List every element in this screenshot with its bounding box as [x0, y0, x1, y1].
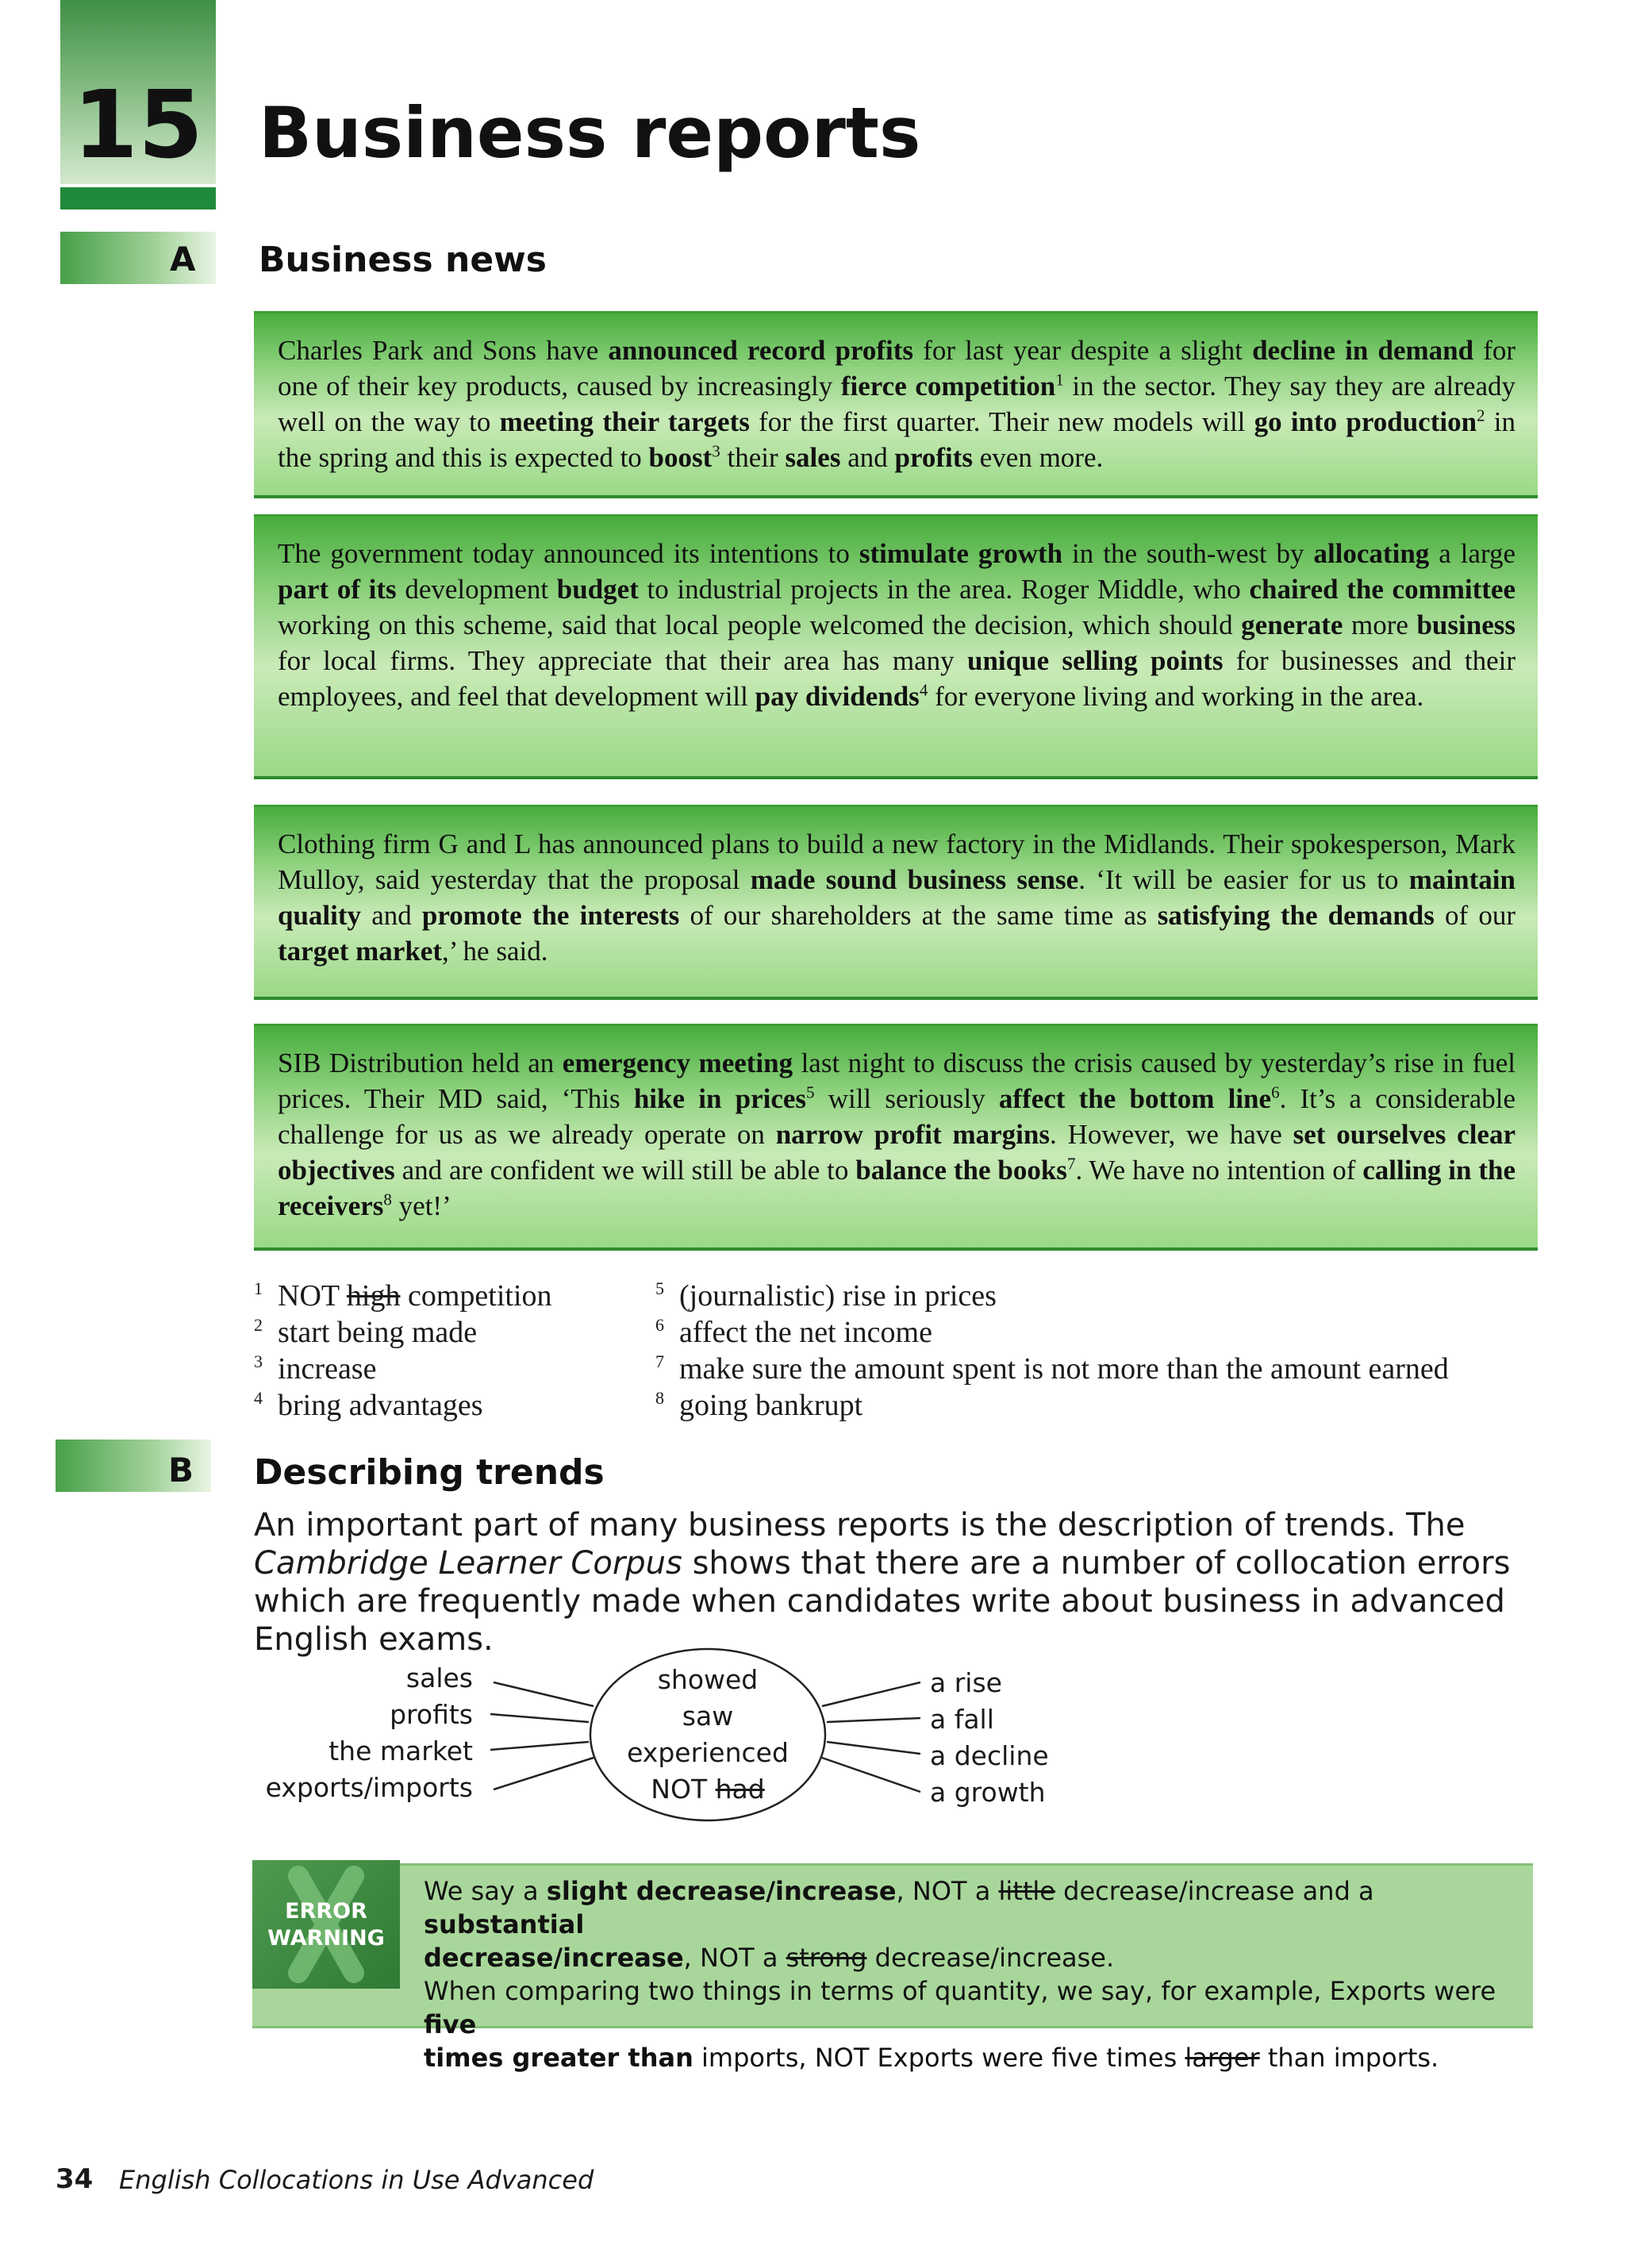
text-run: in the sector. They say they are already well on the way to [278, 371, 1516, 437]
error-label: ERROR [285, 1899, 367, 1924]
key-collocation: promote the interests [421, 900, 680, 931]
key-collocation: part of its [278, 574, 397, 605]
text-run: affect the net income [679, 1316, 932, 1349]
verb-struck: had [715, 1774, 765, 1805]
subject-profits: profits [390, 1699, 473, 1730]
text-run: in the spring and this is expected to [278, 406, 1516, 473]
footnote-marker: 8 [383, 1190, 392, 1209]
text-run: An important part of many business reports is the description of trends. The [254, 1507, 1466, 1543]
text-run: of our [1434, 900, 1516, 931]
error-warning-icon [252, 1860, 400, 1989]
text-run: Clothing firm G and L has announced plans to build a new factory in the Midlands. Their spokesperson, Mark Mulloy, said yesterday that the proposal [278, 828, 1516, 895]
key-collocation: made sound business sense [750, 864, 1079, 895]
key-collocation: go into production [1254, 406, 1477, 437]
object-fall: a fall [930, 1704, 994, 1735]
key-collocation: balance the books [855, 1155, 1067, 1186]
page-title: Business reports [259, 92, 921, 174]
text-run: of our shareholders at the same time as [679, 900, 1158, 931]
object-decline: a decline [930, 1740, 1049, 1771]
text-run: to industrial projects in the area. Roger Middle, who [638, 574, 1250, 605]
text-run: strong [786, 1943, 867, 1973]
text-run: SIB Distribution held an [278, 1048, 563, 1078]
text-run: for local firms. They appreciate that their area has many [278, 645, 967, 676]
key-collocation: decrease/increase [424, 1943, 684, 1973]
footnote: 2 start being made [254, 1315, 478, 1349]
key-collocation: stimulate growth [859, 538, 1063, 569]
text-run: than imports. [1259, 2043, 1439, 2073]
key-collocation: generate [1241, 609, 1343, 640]
text-run: The government today announced its intentions to [278, 538, 859, 569]
text-run: in the south-west by [1062, 538, 1314, 569]
text-run: decrease/increase and a [1055, 1876, 1374, 1906]
section-a-letter: A [170, 240, 196, 279]
book-title: English Collocations in Use Advanced [119, 2165, 594, 2195]
text-run: for the first quarter. Their new models will [749, 406, 1254, 437]
key-collocation: meeting their targets [499, 406, 750, 437]
verb-saw: saw [682, 1701, 734, 1732]
text-run: ,’ he said. [441, 936, 548, 967]
text-run: for businesses and their employees, and feel that development will [278, 645, 1516, 712]
footnote-marker: 7 [1066, 1154, 1076, 1174]
key-collocation: sales [785, 442, 841, 473]
subject-sales: sales [405, 1663, 473, 1693]
key-collocation: five [424, 2009, 477, 2039]
page-number: 34 [56, 2163, 94, 2195]
text-run: will seriously [814, 1083, 999, 1114]
text-run: for everyone living and working in the area. [928, 681, 1424, 712]
text-run: and [840, 442, 895, 473]
key-collocation: satisfying the demands [1157, 900, 1435, 931]
key-collocation: calling in the receivers [278, 1155, 1516, 1221]
text-run: , NOT a [896, 1876, 999, 1906]
key-collocation: allocating [1313, 538, 1430, 569]
object-growth: a growth [930, 1777, 1046, 1808]
text-run: shows that there are a number of collocation errors which are frequently made when candidates write about business in advanced English exams. [254, 1545, 1511, 1658]
key-collocation: fierce competition [840, 371, 1056, 402]
footnote: 6 affect the net income [655, 1315, 932, 1349]
footnote-marker: 3 [712, 441, 720, 461]
text-run: larger [1185, 2043, 1260, 2073]
key-collocation: maintain quality [278, 864, 1516, 931]
text-run: . It’s a considerable challenge for us as we already operate on [278, 1083, 1516, 1150]
text-run: When comparing two things in terms of quantity, we say, for example, Exports were [424, 1976, 1496, 2006]
text-run: for last year despite a slight [913, 335, 1253, 366]
text-run: little [998, 1876, 1055, 1906]
text-run: their [720, 442, 786, 473]
footnote: 4 bring advantages [254, 1388, 483, 1422]
key-collocation: boost [648, 442, 713, 473]
text-run: a large [1429, 538, 1516, 569]
key-collocation: emergency meeting [562, 1048, 793, 1078]
section-a-heading: Business news [259, 240, 547, 280]
section-b-heading: Describing trends [254, 1452, 605, 1493]
subject-exports-imports: exports/imports [265, 1772, 473, 1803]
footnote: 7 make sure the amount spent is not more than the amount earned [655, 1351, 1449, 1386]
footnote: 3 increase [254, 1351, 377, 1386]
text-run: even more. [973, 442, 1104, 473]
object-rise: a rise [930, 1667, 1002, 1698]
verb-not-had [620, 1774, 795, 1805]
section-b-letter: B [168, 1451, 194, 1490]
footnote-marker: 2 [1477, 406, 1485, 425]
footnote-marker: 4 [919, 680, 928, 700]
footnote-marker: 1 [1055, 370, 1064, 390]
text-run: last night to discuss the crisis caused by yesterday’s rise in fuel prices. Their MD said, ‘This [278, 1048, 1516, 1114]
text-run: working on this scheme, said that local people welcomed the decision, which should [278, 609, 1242, 640]
verb-not-prefix: NOT [651, 1774, 708, 1805]
key-collocation: announced record profits [608, 335, 914, 366]
text-run: competition [400, 1279, 552, 1313]
text-run: bring advantages [278, 1389, 483, 1422]
unit-number: 15 [72, 70, 204, 179]
key-collocation: budget [556, 574, 639, 605]
text-run: increase [278, 1352, 377, 1386]
footnote: 8 going bankrupt [655, 1388, 863, 1422]
text-run: development [396, 574, 557, 605]
text-run: , NOT a [683, 1943, 786, 1973]
key-collocation: narrow profit margins [775, 1119, 1050, 1150]
text-run: high [346, 1279, 401, 1313]
warning-label: WARNING [267, 1926, 385, 1951]
text-run: Cambridge Learner Corpus [254, 1545, 682, 1582]
warning-line [424, 2041, 1519, 2074]
text-run: decrease/increase. [866, 1943, 1115, 1973]
text-run: make sure the amount spent is not more than the amount earned [679, 1352, 1449, 1386]
key-collocation: set ourselves clear objectives [278, 1119, 1516, 1186]
text-run: Charles Park and Sons have [278, 335, 609, 366]
text-run: and [361, 900, 422, 931]
text-run: yet!’ [391, 1190, 451, 1221]
warning-line [424, 1974, 1519, 2041]
footnote: 1 NOT high competition [254, 1278, 552, 1313]
key-collocation: hike in prices [633, 1083, 807, 1114]
footnote: 5 (journalistic) rise in prices [655, 1278, 997, 1313]
text-run: for one of their key products, caused by increasingly [278, 335, 1516, 402]
text-run: start being made [278, 1316, 478, 1349]
subject-market: the market [328, 1736, 473, 1766]
key-collocation: decline in demand [1252, 335, 1474, 366]
footnote-marker: 5 [806, 1082, 815, 1102]
verb-experienced: experienced [627, 1737, 789, 1768]
text-run: . However, we have [1049, 1119, 1293, 1150]
text-run: NOT [278, 1279, 347, 1313]
text-run: and are confident we will still be able to [394, 1155, 856, 1186]
text-run: imports, NOT Exports were five times [693, 2043, 1185, 2073]
text-run: We say a [424, 1876, 547, 1906]
key-collocation: unique selling points [966, 645, 1224, 676]
text-run: going bankrupt [679, 1389, 863, 1422]
key-collocation: target market [278, 936, 442, 967]
key-collocation: business [1416, 609, 1516, 640]
key-collocation: times greater than [424, 2043, 693, 2073]
footnote-marker: 6 [1271, 1082, 1280, 1102]
warning-line [424, 1941, 1519, 1974]
warning-line [424, 1874, 1519, 1941]
key-collocation: pay dividends [755, 681, 920, 712]
key-collocation: slight decrease/increase [546, 1876, 897, 1906]
key-collocation: substantial [424, 1909, 585, 1939]
error-warning-text [424, 1874, 1519, 2074]
key-collocation: affect the bottom line [998, 1083, 1272, 1114]
text-run: . ‘It will be easier for us to [1078, 864, 1409, 895]
key-collocation: chaired the committee [1249, 574, 1516, 605]
text-run: more [1343, 609, 1417, 640]
text-run: . We have no intention of [1075, 1155, 1363, 1186]
text-run: (journalistic) rise in prices [679, 1279, 997, 1313]
verb-showed: showed [657, 1664, 759, 1695]
key-collocation: profits [894, 442, 974, 473]
